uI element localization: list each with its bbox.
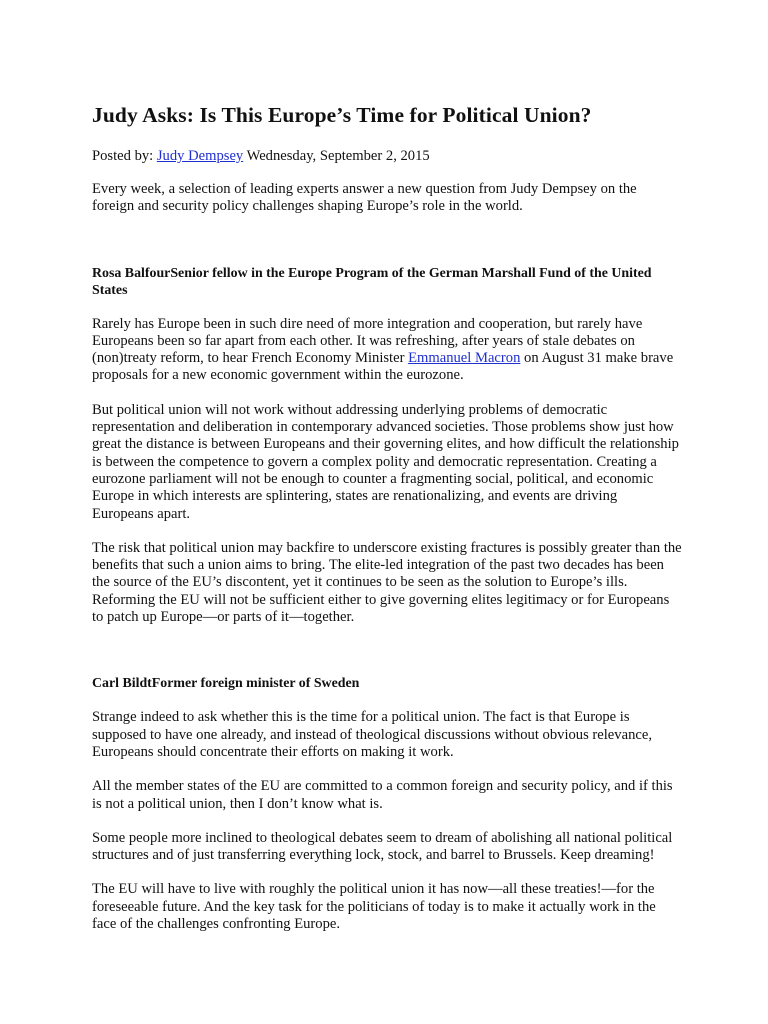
byline <box>92 147 682 165</box>
balfour-paragraph-2: But political union will not work without addressing underlying problems of democratic representation and deliberation in contemporary advanced societies. Those problems show just how great the distance is between Europeans and their governing elites, and how difficult the relationship is between the competence to govern a complex polity and democratic representation. Creating a eurozone parliament will not be enough to counter a fragmenting social, political, and economic Europe in which interests are splintering, states are renationalizing, and events are driving Europeans apart. <box>92 401 679 522</box>
bildt-paragraph-3: Some people more inclined to theological debates seem to dream of abolishing all national political structures and of just transferring everything lock, stock, and barrel to Brussels. Keep dreaming! <box>92 829 673 864</box>
contributor-heading-balfour: Rosa BalfourSenior fellow in the Europe Program of the German Marshall Fund of the United States <box>92 265 652 298</box>
publish-date: Wednesday, September 2, 2015 <box>243 148 430 164</box>
article-title: Judy Asks: Is This Europe’s Time for Political Union? <box>92 103 592 127</box>
balfour-paragraph-3: The risk that political union may backfire to underscore existing fractures is possibly greater than the benefits that such a union aims to bring. The elite-led integration of the past two decades has been the source of the EU’s discontent, yet it continues to be seen as the solution to Europe’s ills. Reforming the EU will not be sufficient either to give governing elites legitimacy or for Europeans to patch up Europe—or parts of it—together. <box>92 539 682 626</box>
article <box>92 101 682 933</box>
bildt-paragraph-1: Strange indeed to ask whether this is the time for a political union. The fact is that Europe is supposed to have one already, and instead of theological discussions without obvious relevance, Europeans should concentrate their efforts on making it work. <box>92 709 652 760</box>
byline-prefix: Posted by: <box>92 148 157 164</box>
bildt-paragraph-4: The EU will have to live with roughly the political union it has now—all these treaties!—for the foreseeable future. And the key task for the politicians of today is to make it actually work in the face of the challenges confronting Europe. <box>92 881 656 933</box>
contributor-heading-bildt: Carl BildtFormer foreign minister of Sweden <box>92 676 360 692</box>
macron-link[interactable]: Emmanuel Macron <box>408 350 521 367</box>
bildt-paragraph-2: All the member states of the EU are committed to a common foreign and security policy, and if this is not a political union, then I don’t know what is. <box>92 778 673 812</box>
balfour-p1-text-end: on August 31 make brave proposals for a new economic government within the eurozone. <box>92 350 674 384</box>
balfour-paragraph-1 <box>92 316 682 385</box>
author-link[interactable]: Judy Dempsey <box>156 148 244 164</box>
intro-paragraph: Every week, a selection of leading experts answer a new question from Judy Dempsey on the foreign and security policy challenges shaping Europe’s role in the world. <box>92 181 637 215</box>
balfour-p1-text: Rarely has Europe been in such dire need of more integration and cooperation, but rarely have Europeans been so far apart from each other. It was refreshing, after years of stale debates on (non)treaty reform, to hear French Economy Minister <box>92 315 643 367</box>
